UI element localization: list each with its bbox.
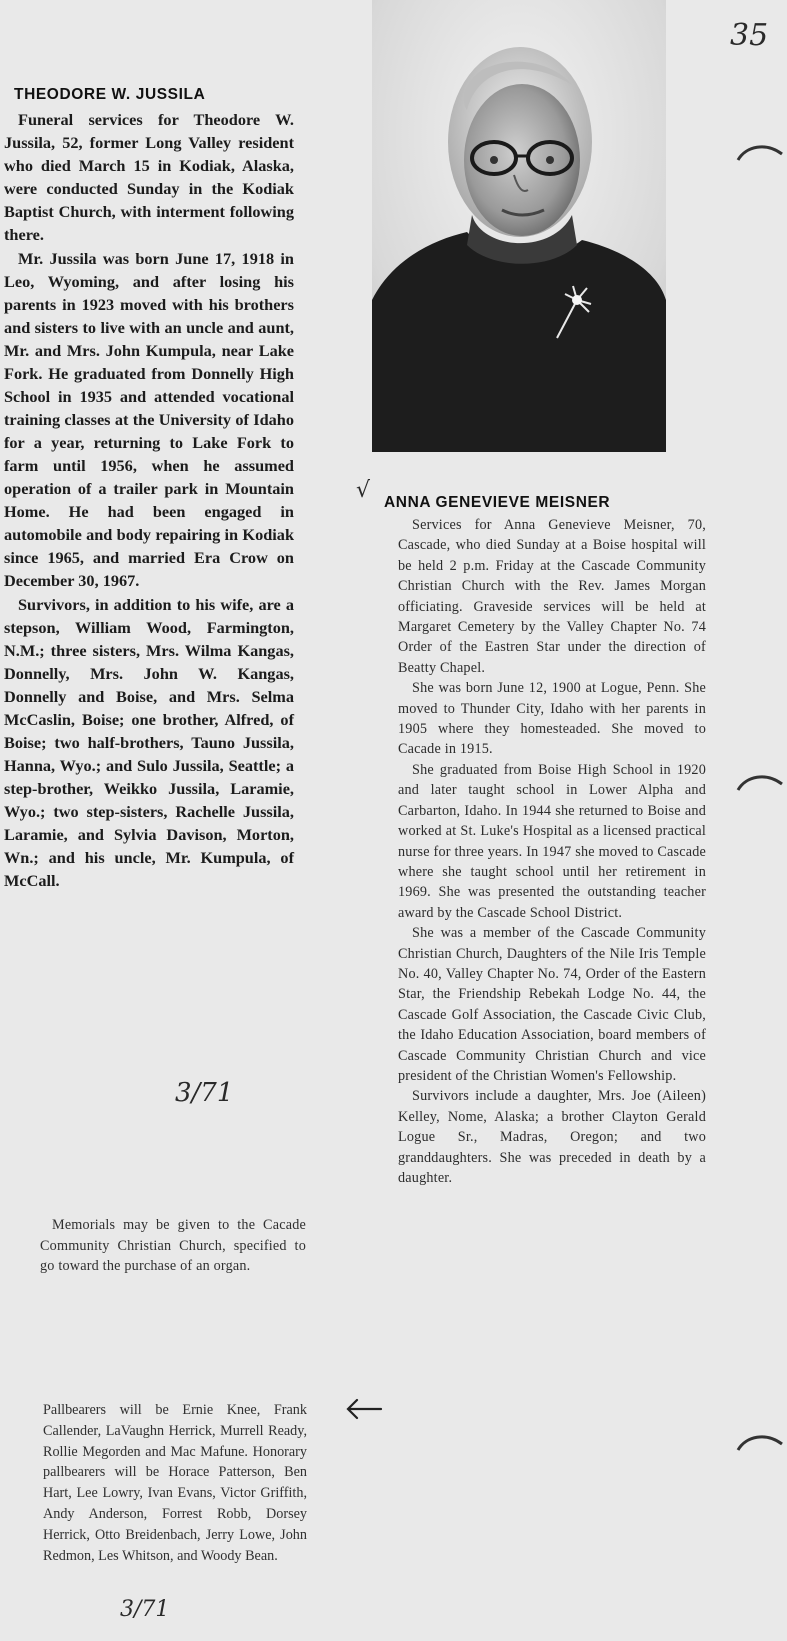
page-number: 35 [730, 18, 769, 53]
photo-anna-meisner [372, 0, 666, 452]
arrow-left-icon [345, 1396, 383, 1422]
memorials-block [40, 1215, 306, 1277]
pallbearers-block [43, 1400, 307, 1566]
scan-edge-mark-icon [736, 140, 786, 164]
handwritten-date-left: 3/71 [175, 1078, 234, 1108]
scan-edge-mark-icon [736, 1430, 786, 1454]
obituary-theodore-jussila [4, 86, 294, 892]
check-mark: √ [356, 478, 371, 503]
obituary-paragraph: She was a member of the Cascade Community Christian Church, Daughters of the Nile Iris Temple No. 40, Valley Chapter No. 74, Order of the Eastern Star, the Friendship Rebekah Lodge No. 44, the Cascade Golf Association, the Cascade Civic Club, the Idaho Education Association, board members of Cascade Community Christian Church and vice president of the Christian Women's Fellowship. [398, 925, 706, 1084]
obituary-paragraph: She was born June 12, 1900 at Logue, Penn. She moved to Thunder City, Idaho with her parents in 1905 where they homesteaded. She moved to Cacade in 1915. [398, 680, 706, 758]
handwritten-date-bottom: 3/71 [120, 1597, 170, 1622]
scan-edge-mark-icon [736, 770, 786, 794]
memorials-text: Memorials may be given to the Cacade Community Christian Church, specified to go toward the purchase of an organ. [40, 1217, 306, 1275]
obituary-paragraph: She graduated from Boise High School in 1920 and later taught school in Lower Alpha and Carbarton, Idaho. In 1944 she returned to Boise and worked at St. Luke's Hospital as a licensed practical nurse for three years. In 1947 she moved to Cascade where she taught school until her retirement in 1969. She was presented the outstanding teacher award by the Cascade School District. [398, 761, 706, 921]
obituary-anna-meisner [384, 494, 706, 1188]
obituary-paragraph: Services for Anna Genevieve Meisner, 70, Cascade, who died Sunday at a Boise hospital will be held 2 p.m. Friday at the Cascade Community Christian Church with the Rev. James Morgan officiating. Graveside services will be held at Margaret Cemetery by the Valley Chapter No. 74 Order of the Eastren Star under the direction of Beatty Chapel. [398, 517, 706, 676]
obituary-paragraph: Survivors, in addition to his wife, are a stepson, William Wood, Farmington, N.M.; three sisters, Mrs. Wilma Kangas, Donnelly, Mrs. John W. Kangas, Donnelly and Boise, and Mrs. Selma McCaslin, Boise; one brother, Alfred, of Boise; two half-brothers, Tauno Jussila, Hanna, Wyo.; and Sulo Jussila, Seattle; a step-brother, Weikko Jussila, Laramie, Wyo.; two step-sisters, Rachelle Jussila, Laramie, and Sylvia Davison, Morton, Wn.; and his uncle, Mr. Kumpula, of McCall. [4, 595, 294, 890]
obituary-paragraph: Mr. Jussila was born June 17, 1918 in Leo, Wyoming, and after losing his parents in 1923 moved with his brothers and sisters to live with an uncle and aunt, Mr. and Mrs. John Kumpula, near Lake Fork. He graduated from Donnelly High School in 1935 and attended vocational training classes at the University of Idaho for a year, returning to Lake Fork to farm until 1956, when he assumed operation of a trailer park in Mountain Home. He had been engaged in automobile and body repairing in Kodiak since 1965, and married Era Crow on December 30, 1967. [4, 249, 294, 590]
obituary-paragraph: Funeral services for Theodore W. Jussila, 52, former Long Valley resident who died March 15 in Kodiak, Alaska, were conducted Sunday in the Kodiak Baptist Church, with interment following there. [4, 110, 294, 244]
obituary-headline: ANNA GENEVIEVE MEISNER [384, 494, 611, 511]
pallbearers-text: Pallbearers will be Ernie Knee, Frank Callender, LaVaughn Herrick, Murrell Ready, Rollie Megorden and Mac Mafune. Honorary pallbearers will be Horace Patterson, Ben Hart, Lee Lowry, Ivan Evans, Victor Griffith, Andy Anderson, Forrest Robb, Dorsey Herrick, Otto Breidenbach, Jerry Lowe, John Redmon, Les Whitson, and Woody Bean. [43, 1402, 307, 1564]
obituary-paragraph: Survivors include a daughter, Mrs. Joe (Aileen) Kelley, Nome, Alaska; a brother Clayton Gerald Logue Sr., Madras, Oregon; and two granddaughters. She was preceded in death by a daughter. [398, 1088, 706, 1186]
obituary-headline: THEODORE W. JUSSILA [14, 86, 206, 103]
